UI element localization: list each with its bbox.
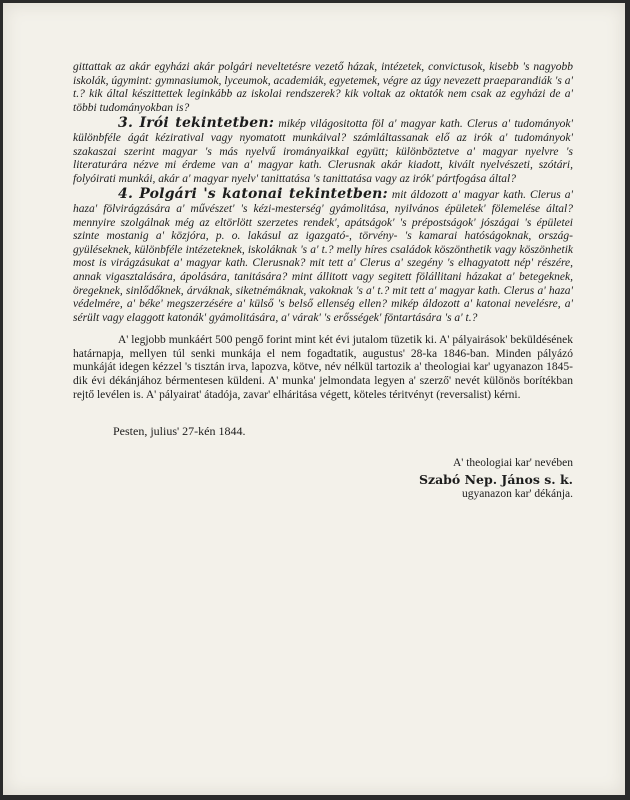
signature-line-faculty: A' theologiai kar' nevében bbox=[452, 457, 573, 470]
signature-block bbox=[73, 457, 573, 500]
section-3-heading: 3. Irói tekintetben: bbox=[118, 115, 275, 132]
dateline: Pesten, julius' 27-kén 1844. bbox=[113, 424, 246, 439]
prize-paragraph: A' legjobb munkáért 500 pengő forint mint két évi jutalom tüzetik ki. A' pályairások' beküldésének határnapja, mellyen túl senki munkája el nem fogadtatik, augustus' 28-ka 1846-ban. Minden pályázó munkáját idegen kézzel 's tisztán irva, lapozva, kötve, név nélkül tartozik a' theologiai kar' ugyanazon 1845-dik évi dékánjához bérmentesen küldeni. A' munka' jelmondata legyen a' szerző' nevét különös borítékban rejtő levélen is. A' pályairat' átadója, zavar' elháritása végett, köteles téritvényt (reversalist) kérni. bbox=[73, 334, 573, 401]
section-3-paragraph bbox=[73, 117, 573, 186]
paper-sheet bbox=[3, 3, 625, 795]
section-3-body: mikép világositotta föl a' magyar kath. Clerus a' tudományok' különbféle ágát kéziratival vagy nyomatott munkáival? számláltassanak elő az irók a' tudományok' szakaszai szerint magyar 's más nyelvű irományaikkal együtt; különböztetve a' magyar nyelvre 's literaturára nézve mi érdeme van a' magyar kath. Clerusnak akár kiadott, kivált nyelvészeti, szótári, folyóirati munkái, akár a' magyar nyelv' tanittatása 's tanittatása vagy az irók' pártfogása által? bbox=[73, 118, 573, 185]
document-body bbox=[73, 61, 573, 500]
section-4-body: mit áldozott a' magyar kath. Clerus a' haza' fölvirágzására a' művészet' 's kézi-mesterség' gyámolitása, nyilvános épületek' fölemelése által? mennyire szolgálnak még az eltörlött szerzetes rendek', apátságok' 's prépostságok' jószágai 's épületei szinte mostanig a' közjóra, p. o. lakásul az igazgató-, törvény- 's kamarai hatóságoknak, ország-gyüléseknek, különbféle intézeteknek, iskoláknak 's a' t.? melly híres családok köszönthetik vagy köszönhetik most is virágzásukat a' magyar kath. Clerusnak? mit tett a' Clerus a' szegény 's elhagyatott nép' részére, annak vigasztalására, ápolására, tanitására? mint állitott vagy segitett fölállitani házakat a' betegeknek, öregeknek, sinlődőknek, árváknak, siketnémáknak, vakoknak 's a' t.? mit tett a' magyar kath. Clerus a' haza' védelmére, a' béke' megszerzésére a' külső 's belső ellenség ellen? mikép áldozott a' katonai nevelésre, a' sérült vagy elaggott katonák' gyámolitására, a' várak' 's erősségek' föntartására 's a' t.? bbox=[73, 189, 574, 324]
intro-paragraph: gittattak az akár egyházi akár polgári neveltetésre vezető házak, intézetek, convictusok, kisebb 's nagyobb iskolák, úgymint: gymnasiumok, lyceumok, academiák, egyetemek, végre az úgy nevezett praeparandiák 's a' t.? kik által készittettek leginkább az iskolai rendszerek? kik voltak az oktatók nem csak az egyházi de a' többi tudományokban is? bbox=[73, 61, 573, 114]
section-4-heading: 4. Polgári 's katonai tekintetben: bbox=[118, 186, 388, 203]
signature-title: ugyanazon kar' dékánja. bbox=[462, 488, 573, 501]
signature-name: Szabó Nep. János s. k. bbox=[418, 472, 573, 488]
section-4-paragraph bbox=[73, 188, 573, 325]
